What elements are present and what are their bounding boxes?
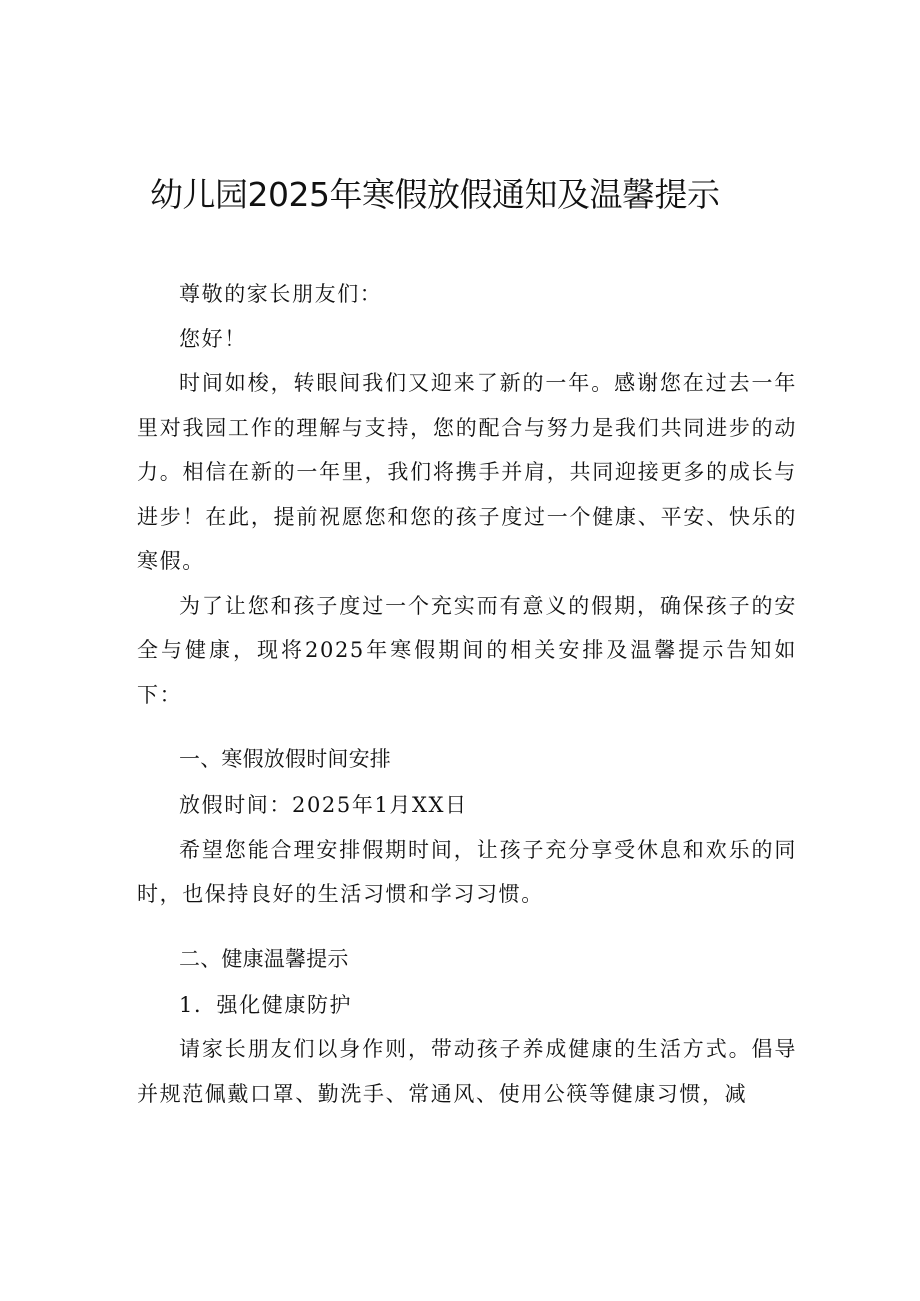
holiday-paragraph: 希望您能合理安排假期时间，让孩子充分享受休息和欢乐的同时，也保持良好的生活习惯和学习习惯。 [137, 837, 797, 906]
purpose-paragraph: 为了让您和孩子度过一个充实而有意义的假期，确保孩子的安全与健康，现将2025年寒假期间的相关安排及温馨提示告知如下： [137, 593, 797, 707]
document-title: 幼儿园2025年寒假放假通知及温馨提示 [150, 175, 720, 214]
greeting: 尊敬的家长朋友们： [179, 282, 383, 306]
health-item-title: 1．强化健康防护 [179, 992, 353, 1017]
health-item-paragraph: 请家长朋友们以身作则，带动孩子养成健康的生活方式。倡导并规范佩戴口罩、勤洗手、常通风、使用公筷等健康习惯，减 [137, 1037, 797, 1106]
intro-paragraph: 时间如梭，转眼间我们又迎来了新的一年。感谢您在过去一年里对我园工作的理解与支持，您的配合与努力是我们共同进步的动力。相信在新的一年里，我们将携手并肩，共同迎接更多的成长与进步！在此，提前祝愿您和您的孩子度过一个健康、平安、快乐的寒假。 [137, 371, 797, 573]
salutation: 您好！ [179, 326, 247, 351]
document-body [137, 272, 797, 1116]
section-heading-holiday-schedule: 一、寒假放假时间安排 [179, 747, 391, 771]
holiday-time: 放假时间：2025年1月XX日 [179, 793, 468, 817]
section-heading-health-tips: 二、健康温馨提示 [179, 946, 349, 971]
